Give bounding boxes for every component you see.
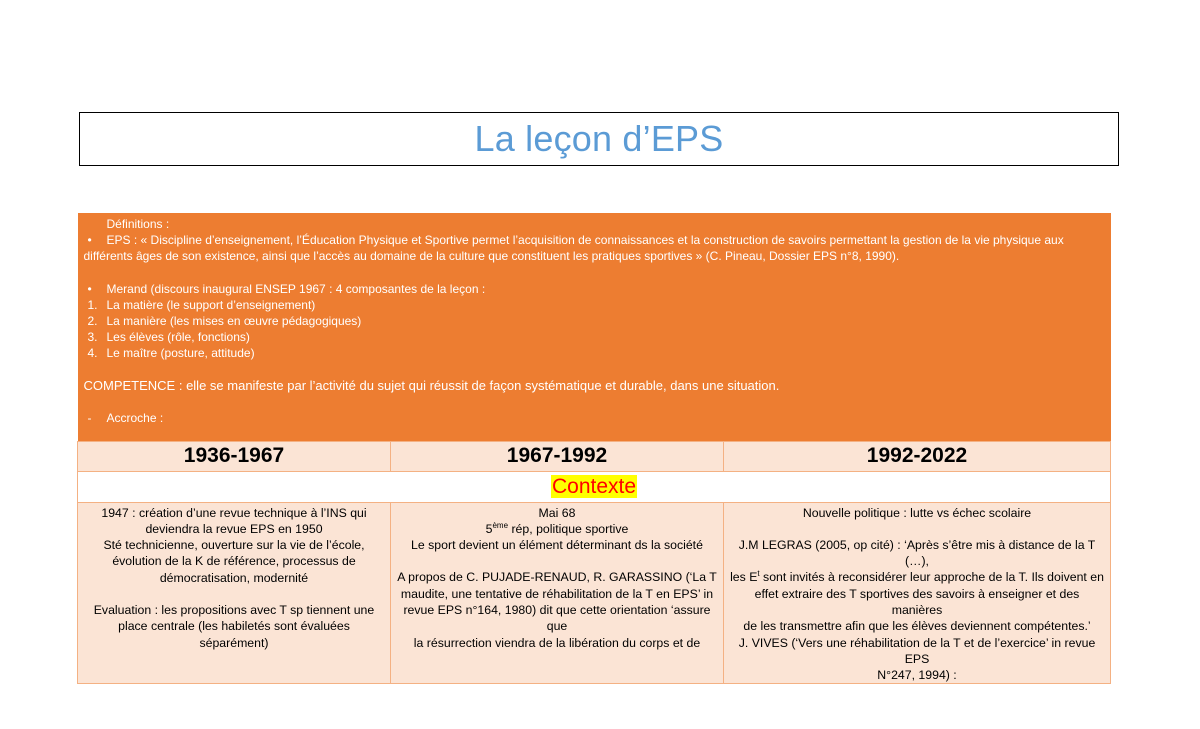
- contexte-heading: Contexte: [551, 474, 637, 498]
- title-box: [79, 112, 1119, 166]
- period-header-1: 1936-1967: [78, 441, 391, 471]
- competence-definition: COMPETENCE : elle se manifeste par l’activité du sujet qui réussit de façon systématique et durable, dans une situation.: [83, 377, 780, 393]
- page-title: La leçon d’EPS: [474, 118, 724, 159]
- eps-definition-cont: différents âges de son existence, ainsi que l’accès au domaine de la culture que constituent les pratiques sportives » (C. Pineau, Dossier EPS n°8, 1990).: [83, 249, 900, 264]
- list-item: 1. La matière (le support d’enseignement): [87, 297, 316, 312]
- lesson-table: [77, 213, 1111, 684]
- content-cell-1992: Nouvelle politique : lutte vs échec scolaire J.M LEGRAS (2005, op cité) : ‘Après s’être mis à distance de la T (…), les $E^t$ sont invités à reconsidérer leur approche de la T. Ils doivent en effet extraire des T sportives des savoirs à enseigner et des manières de les transmettre afin que les élèves deviennent compétentes.’ J. VIVES (‘Vers une réhabilitation de la T et de l’exercice’ in revue EPS N°247, 1994) :: [724, 502, 1111, 684]
- contexte-row: [78, 471, 1111, 502]
- list-item: 4. Le maître (posture, attitude): [87, 346, 255, 361]
- eps-definition: • EPS : « Discipline d’enseignement, l’Éducation Physique et Sportive permet l’acquisition de connaissances et la construction de savoirs permettant la gestion de la vie physique aux: [87, 233, 1064, 248]
- content-cell-1936: 1947 : création d’une revue technique à l’INS qui deviendra la revue EPS en 1950 Sté technicienne, ouverture sur la vie de l’école, évolution de la K de référence, processus de démocratisation, modernité Evaluation : les propositions avec T sp tiennent une place centrale (les habiletés sont évaluées séparément): [78, 502, 391, 684]
- bullet-icon: •: [87, 233, 92, 248]
- bullet-icon: •: [87, 281, 92, 296]
- merand-item: • Merand (discours inaugural ENSEP 1967 : 4 composantes de la leçon :: [87, 281, 486, 296]
- period-header-2: 1967-1992: [391, 441, 724, 471]
- content-cell-1967: Mai 68 5ème rép, politique sportive Le sport devient un élément déterminant ds la société A propos de C. PUJADE-RENAUD, R. GARASSINO (‘La T maudite, une tentative de réhabilitation de la T en EPS’ in revue EPS n°164, 1980) dit que cette orientation ‘assure que la résurrection viendra de la libération du corps et de: [391, 502, 724, 684]
- list-item: 3. Les élèves (rôle, fonctions): [87, 330, 250, 345]
- definitions-cell: [78, 213, 1111, 441]
- period-header-3: 1992-2022: [724, 441, 1111, 471]
- accroche-item: - Accroche :: [87, 410, 164, 425]
- list-item: 2. La manière (les mises en œuvre pédagogiques): [87, 314, 362, 329]
- definitions-heading: Définitions :: [106, 217, 170, 231]
